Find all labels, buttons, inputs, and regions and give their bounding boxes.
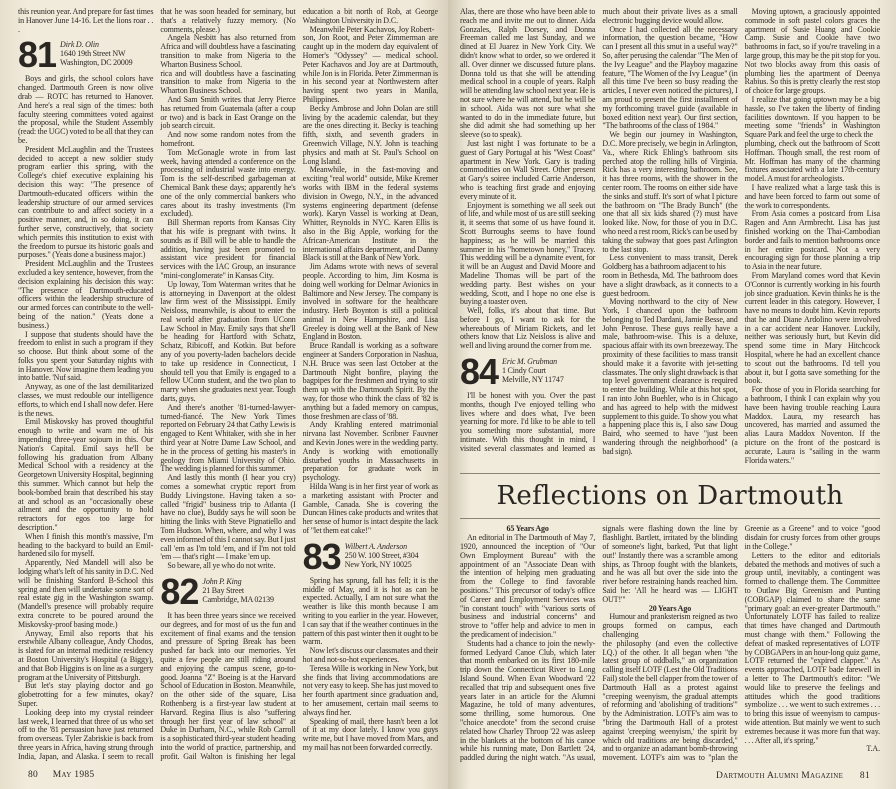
paragraph: Well, folks, it's about that time. But before I go, I want to ask for the whereabouts of Miriam Rickets, and let others know that Liz Neisloss is alive and well and living around the corner from me. [460, 306, 596, 351]
magazine-name: Dartmouth Alumni Magazine [716, 770, 844, 781]
paragraph: Tom McGonagle wrote in from last week, having attended a conference on the processing of industrial waste into energy. Tom is the self-described garbageman at Chemical Bank these days; apparently he's one of the only commercial bankers who cares about its trashy investments (I'm excluded). [160, 147, 296, 219]
class-header [302, 535, 438, 577]
address-line: Cambridge, MA 02139 [202, 595, 274, 604]
paragraph: An editorial in The Dartmouth of May 7, 1920, announced the inception of "Our Own Employment Bureau" with the appointment of an "Associate Dean with the intention of helping men graduating from the College to find favorable positions." This precursor of today's office of Career and Employment Services was "in constant touch" with "various sorts of business and industrial concerns" and strove to "offer help and advice to men in the predicament of indecision." [460, 533, 596, 639]
paragraph: Letters to the editor and editorials debated the methods and motives of such a group until, inevitably, a contingent was formed to challenge them. The Committee to Outlaw Big Greenism and Punting (COBGAP) claimed to share the same "primary goal: an ever-greater Dartmouth." Unfortunately LOTF has failed to realize that times have changed and Dartmouth must change with them." Following the defeat of masked representatives of LOTF by COBGAPers in an hour-long quiz game, LOTF returned the "expired clapper." As events approached, LOTF bade farewell in a letter to The Dartmouth's editor: "We would like to preserve the feelings and attitudes which the good traditions symbolize . . . we went to such extremes . . . to bring this issue of weenyism to campus-wide attention. But mainly we went to such extremes because it was more fun that way. . . . After all, it's spring." [744, 550, 880, 745]
class-header [160, 571, 295, 612]
paragraph: Alas, there are those who have been able to reach me and invite me out to dinner. Aida Gonzales, Ralph Dorsey, and Donna Freeman called me last Sunday, and we dined at El Juarez in New York City. We didn't know what to order, so we ordered it all. Over dinner we discussed future plans. Donna told us that she will be attending medical school in a couple of years. Ralph will be attending law school next year. He is not sure where he will attend, but he will be in school. Aida was not sure what she wanted to do in the immediate future, but she did admit she had something up her sleeve (so to speak). [460, 7, 596, 140]
page-number: 81 [859, 770, 870, 781]
class-year-number: 82 [160, 571, 199, 612]
paragraph: Anyway, Emil also reports that his erstwhile Albany colleague, Andy Chodos, is slated for an internal medicine residency at Boston University's Hospital (a Biggy), and that Bob Higgins is on line as a surgery program at the University of Pittsburgh. [18, 628, 154, 682]
paragraph: Humour and pranksterism reigned as two groups formed on campus, each challenging [602, 612, 738, 639]
class-year-number: 84 [460, 351, 499, 393]
paragraph: Moving uptown, a graciously appointed commode in soft pastel colors graces the apartment of Susie Huang and Cookie Camp. Susie and Cookie have two bathrooms in fact, so if you're traveling in a large group, this may be the pit stop for you. Not two blocks away from this oasis of plumbing lies the apartment of Deenya Rabius. So this is pretty clearly the rest stop of choice for large groups. [744, 7, 880, 96]
address-line: Melville, NY 11747 [502, 375, 564, 385]
paragraph: this reunion year. And prepare for fast times in Hanover June 14-16. Let the lions roar . . . [18, 7, 154, 34]
class-header [460, 351, 595, 393]
paragraph: Emil Miskovsky has proved thoughtful enough to write and warn me of his impending three-year sojourn in this. Our Nation's Capital. Emil says he'll be following his graduation from Albany Medical School with a residency at the Georgetown University Hospital, beginning this summer. Which cannot but help the book-bombed brain that described his stay at and school as an "occasionally obese ailment and the opportunity to hold retractors for egos too large for description." [18, 417, 154, 533]
paragraph: So beware, all ye who do not write. [167, 561, 276, 571]
paragraph: Hilda Wang is in her first year of work as a marketing assistant with Procter and Gamble, Canada. She is covering the Duncan Hines cake products and writes that her sense of humor is intact despite the lack of "let them eat cake!" [302, 482, 438, 536]
section-subheading: 20 Years Ago [648, 603, 692, 613]
secretary-name: John P. King [202, 577, 242, 586]
paragraph: For those of you in Florida searching for a bathroom, I think I can explain why you have been having trouble reaching Laura Maddox. Laura, my research has uncovered, has married and assumed the alias Laura Maddox Noventon. If the picture on the front of the postcard is accurate, Laura is "sailing in the warm Florida waters." [744, 385, 880, 465]
page-number: 80 [28, 769, 39, 780]
class-header [18, 34, 153, 76]
paragraph: When I finish this month's massive, I'm heading to the backyard to build an Emil-hardened silo for myself. [18, 531, 154, 559]
right-column-3 [745, 140, 880, 465]
paragraph: the philosophy (and even the collective I.Q.) of the other. It all began when "the latest group of oddballs," an organization calling itself LOTF (Lest the Old Traditions Fail) stole the bell clapper from the tower of Dartmouth Hall as a protest against "creeping weenyism, the gradual attempts of reforming and 'abolishing of traditions'" by the Administration. LOTF's aim was to "bring the Dartmouth Hall of a protest against 'creeping weenyism,' the spirit by which old traditions are being discarded," and to organize an adamant bomb-throwing movement. LOTF's aim was to "plan the Greenie as a Greene" and to voice "good disdain for crusty forces from other groups in the College." [602, 524, 880, 763]
paragraph: From Asia comes a postcard from Lisa Ragen and Ann Armbrecht. Lisa has just finished working on the Thai-Cambodian border and fails to mention bathrooms once in her entire postcard. Not a very encouraging sign for those planning a trip to Asia in the near future. [744, 209, 880, 272]
paragraph: Boys and girls, the school colors have changed. Dartmouth Green is now olive drab — ROTC has returned to Hanover. And here's a real sign of the times: both faculty steering committees voted against the proposal, while the Student Assembly (read: the UGC) voted to be all that they can be. [18, 74, 154, 145]
paragraph: I have realized what a large task this is and have been forced to farm out some of the work to correspondents. [744, 182, 880, 210]
paragraph: Andy Krahling entered matrimonial nirvana last November. Scribner Fauvner and Kevin Jones were in the wedding party. Andy is working with emotionally disturbed youths in Massachusetts in preparation for graduate work in psychology. [302, 420, 438, 483]
feature-title: Reflections on Dartmouth [496, 481, 844, 512]
paragraph: Spring has sprung, fall has fell; it is the middle of May, and it is hot as can be expected. Actually, I am not sure what the weather is like this month because I am writing to you earlier in the year. However, I can say that if the weather continues in the pattern of this past winter then it ought to be warm. [302, 575, 438, 647]
paragraph: Jim Adams wrote with news of several people. According to him, Jim Kosma is doing well working for Delmar Avionics in Baltimore and New Jersey. The company is involved in software for the healthcare industry. Herb Boynton is still a political animal in New Hampshire, and Lisa Greeley is doing well at the Bank of New England in Boston. [302, 262, 438, 342]
class-year-number: 83 [302, 535, 341, 577]
address-line: 1640 19th Street NW [60, 49, 126, 59]
paragraph: I realize that going uptown may be a big hassle, so I've taken the liberty of finding facilities downtown. If you happen to be meeting some "friends" in Washington Square Park and feel the urge to check the [744, 94, 880, 140]
address-line: New York, NY 10025 [344, 559, 412, 569]
address-line: 250 W. 100 Street, #304 [344, 550, 419, 560]
paragraph: And Sam Smith writes that Jerry Pierce has returned from Guatemala (after a coup or two) and is back in East Orange on the job search circuit. [160, 94, 296, 131]
address-line: 21 Bay Street [202, 586, 245, 595]
paragraph: Students had a chance to join the newly-formed Ledyard Canoe Club, which later that month embarked on its first 180-mile trip down the Connecticut River to Long Island Sound. When Evan Woodward '22 recalled that trip and subsequent ones five years later in an article for the Alumni Magazine, he told of many adventures, some thrilling, some humorous. One "choice anecdote" from the second cruise related how Charley Throop '22 was asleep in the blankets at the bottom of his canoe while his running mate, Don Bartlett '24, paddled during the night watch. "As usual, signals were flashing down the line by flashlight. Bartlett, irritated by the blinding of someone's light, barked, 'Put that light out!' Instantly there was a scramble among ships, as Throop fought with the blankets, and he was all but over the side into the river before restraining hands reached him. Said he: 'All he heard was — LIGHT OUT!'" [460, 524, 738, 763]
paragraph: President McLaughlin and the Trustees decided to accept a new soldier study program earlier this spring, with the College's chief executive explaining his decision this way: "The presence of Dartmouth-educated officers within the leadership structure of our armed services can contribute to and affect society in a positive manner, and, in so doing, it can further serve, constructively, that society which permits this institution to exist with the freedom to pursue its historic goals and purposes." (Yeats done a business major.) [18, 144, 154, 260]
paragraph: Once I had collected all the necessary information, the question became, "How can I present all this smut in a useful way?" So, after perusing the calendar "The Men of the Ivy League" and the Playboy magazine feature, "The Women of the Ivy League" (in all this time I've been so busy reading the articles, I never even noticed the pictures), I am proud to present the first installment of my forthcoming travel guide (available in boxed edition next year). Our first section, "The bathrooms of the class of 1984." [602, 24, 738, 131]
paragraph: We begin our journey in Washington, D.C. More precisely, we begin in Arlington, Va., where Rick Ehling's bathroom sits perched atop the rolling hills of Virginia. Rick has a very interesting bathroom. See, it has three rooms, with the shower in the center room. The rooms on either side have the sinks and stuff. It's sort of what I picture the bathroom on "The Brady Bunch" (the one that all six kids shared (?) must have looked like. Now, for those of you in D.C. who need a rest room, Rick's can be used by taking the subway that goes past Arlington to the last stop. [602, 130, 738, 254]
paragraph: plumbing, check out the bathroom of Scott Hoffman. Though small, the rest room of Mr. Hoffman has many of the charming fixtures associated with a late 17th-century model. A must for archeologists. [744, 138, 880, 184]
paragraph: son, Jon Root, and Peter Zimmerman are caught up in the modern day equivalent of Homer's "Odyssey" — medical school. Peter Kachavos and Joy are at Dartmouth, while Jon is in Florida. Peter Zimmerman is in his second year at Northwestern after having spent two years in Manila, Philippines. [302, 33, 438, 104]
left-column-3 [303, 34, 438, 752]
issue-date: May 1985 [52, 769, 95, 780]
paragraph: Now let's discuss our classmates and their hot and not-so-hot experiences. [302, 646, 438, 664]
paragraph: I suppose that students should have the freedom to enlist in such a program if they so choose. But think about some of the folks you spent your Saturday nights with in Hanover. Now imagine them leading you into battle. 'Nuf said. [18, 329, 154, 383]
paragraph: Angela Nesbitt has also returned from Africa and will doubtless have a fascinating transition to make from Nigeria to the Wharton Business School. [160, 33, 296, 69]
paragraph: Speaking of mail, there hasn't been a lot of it at my door lately. I know you guys write me, but I have moved from Mars, and my mail has not been forwarded correctly. [302, 716, 438, 752]
paragraph: Moving northward to the city of New York, I chanced upon the bathroom belonging to Ted Dardani, Jamie Besse, and John Penrose. These guys really have a male, bathroom-wise. This is a deluxe, spacious affair with its own breezeway. The proximity of these facilities to mass transit should make it a favorite with jet-setting classmates. The only slight drawback is that top level government clearance is required to enter the building. While at this hot spot, I ran into John Buehler, who is in Chicago and has agreed to help with the midwest supplement to this guide. To show you what a happening place this is, I also saw Doug Baird, who seemed to have "just been wandering through the neighborhood" (a bad sign). [602, 297, 738, 456]
right-page-columns [460, 8, 880, 465]
paragraph: Bruce Randall is working as a software engineer at Sanders Corporation in Nashua, N.H. Bruce was seen last October at the Dartmouth Night bonfire, playing the bagpipes for the freshmen and trying to stir them up with the Dartmouth Spirit. By the way, for those who think the class of '82 is anything but a faded memory on campus, those freshmen are class of '88. [302, 341, 438, 421]
paragraph: President McLaughlin and the Trustees excluded a key sentence, however, from the decision explaining his decision this way: "The presence of Dartmouth-educated officers within the leadership structure of our armed forces can contribute to the well-being of the nation." (Yeats done a business.) [18, 259, 154, 330]
reflections-columns [460, 525, 880, 763]
address-line: 1 Cindy Court [502, 366, 546, 376]
author-initials: T.A. [866, 744, 880, 754]
paragraph: Apparently, Ned Mandell will also be lodging what's left of his sanity in D.C. Ned will be finishing Stanford B-School this spring and then will undertake some sort of real estate gig in the Washington swamp. (Mandell's presence will probably require extra concrete to be poured around the Miskovsky-proof basing mode.) [18, 558, 154, 629]
class-year-number: 81 [18, 34, 57, 76]
secretary-name: Dirk D. Olin [60, 40, 99, 50]
paragraph: Looking deep into my crystal reindeer last week, I learned that three of us who set off to the '81 persuasion have just returned from overseas. Tyler Zabriskie is back from three years in Africa, having strung through India, Japan, and Alaska. I seem to recall that he was soon headed for seminary, but that's a relatively fuzzy memory. (No comments, please.) [18, 7, 296, 761]
paragraph: I'll be honest with you. Over the past months, though I've enjoyed telling who lives where and does what, I've been yearning for more. I'd like to be able to tell you something more substantial, more intimate. With this thought in mind, I visited several classmates and learned as much about their private lives as a small electronic bugging device would allow. [460, 7, 738, 453]
right-footer [460, 771, 880, 781]
class-secretary-address [60, 39, 133, 67]
paragraph: Meanwhile, in the fast-moving and exciting "real world" outside, Mike Kremer works with IBM in the federal systems division in Owego, N.Y., in the advanced systems engineering department (defense work). Karyn Vassel is working at Dean, Whitter, Reynolds in NYC. Karen Ellis is also in the Big Apple, working for the African-American Institute in the international affairs department, and Danny Black is still at the Bank of New York. [302, 165, 438, 263]
paragraph: Meanwhile Peter Kachavos, Joy Robert- [309, 24, 435, 34]
section-subheading: 65 Years Ago [506, 524, 549, 534]
paragraph: It has been three years since we received our degrees, and for most of us the fun and excitement of final exams and the tension and pressure of Spring Break has been pushed far back into our memories. Yet quite a few people are still riding around and enjoying the campus scene, go-to-good. Joanna "Z" Boeing is at the Harvard School of Education in Boston. Meanwhile, on the other side of the square, Lisa Rothenberg is a first-year law student at Harvard. Regina Ilius is also "suffering through her first year of law school" at Duke in Durham, N.C., while Rob Carroll is a sophisticated third-year student heading into the world of practice, partnership, and profit. Gail Walton is finishing her legal education a bit north of Rob, at George Washington University in D.C. [160, 7, 438, 761]
paragraph: rica and will doubtless have a fascinating transition to make from Nigeria to the Wharton Business School. [160, 68, 296, 96]
paragraph: Just last night I was fortunate to be a guest of Gary Portugal at his "West Coast" apartment in New York. Gary is trading commodities on Wall Street. Other present at Gary's soiree included Carrie Anderson, who is teaching first grade and enjoying every minute of it. [460, 138, 596, 201]
paragraph: Less convenient to mass transit, Derek Goldberg has a bathroom adjacent to his [602, 253, 738, 272]
paragraph: room in Bethesda, Md. The bathroom does have a slight drawback, as it connects to a guest bedroom. [602, 270, 738, 298]
paragraph: And now some random notes from the homefront. [160, 130, 296, 148]
paragraph: Teresa Wille is working in New York, but she finds that living accommodations are not very easy to keep. She has just moved to her fourth apartment since graduation and, to her amusement, certain mail seems to always find her. [302, 663, 438, 717]
address-line: Washington, DC 20009 [60, 58, 133, 68]
paragraph: Anyway, as one of the last demilitarized classes, we must redouble our intelligence efforts, to which end I shall now defer. Here is the news. [18, 382, 154, 418]
paragraph: And there's another '81-turned-lawyer-turned-fiancé. The New York Times reported on February 24 that Cathy Lewis is engaged to Kent Whitaker, with she in her third year at Notre Dame Law School, and he in the process of getting his master's in geology from Miami University of Ohio. The wedding is planned for this summer. [160, 402, 296, 474]
paragraph: Bill Sherman reports from Kansas City that his wife is pregnant with twins. It sounds as if Bill will be able to handle the addition, having just been promoted to assistant vice president for financial services with the IAC Group, an insurance "mini-conglomerate" in Kansas City. [160, 218, 296, 280]
right-page [448, 0, 896, 789]
paragraph: Up loway, Tom Waterman writes that he is attorneying in Davenport at the oldest law firm west of the Mississippi. Emily Neisloss, meanwhile, is about to enter the real world after graduation from UConn Law School in May. Emily says that she'll be heading for Hartford with Schatz, Schatz, Ribicoff, and Kotkin. But before any of you poverty-laden bachelors decide to take up residence in Connecticut, I should tell you that Emily is engaged to a fellow UConn student, and the two plan to marry when she graduates next year. Tough darts, guys. [160, 279, 296, 404]
paragraph: Becky Ambrose and John Dolan are still living by the academic calendar, but they are the ones directing it. Becky is teaching fifth, sixth, and seventh graders in Greenwich Village, N.Y. John is teaching physics and math at St. Paul's School on Long Island. [302, 103, 438, 166]
paragraph: From Maryland comes word that Kevin O'Connor is currently working in his fourth job since graduation. Kevin thinks he is the current leader in this category. However, I have no means to doubt him. Kevin reports that he and Diane Ardolino were involved in a car accident near Hanover. Luckily, neither was seriously hurt, but Kevin did spend some time in Mary Hitchcock Hospital, where he had an excellent chance to scout out the bathrooms. I'd tell you about it, but I gotta save something for the book. [744, 270, 880, 386]
paragraph: Enjoyment is something we all seek out of life, and while most of us are still seeking it, it seems that some of us have found it. Scott Burroughs seems to have found happiness; as he will be married this summer in his "hometown honey," Tracey. This wedding will be a dynamite event, for it will be an August and David Moore and Madeline Thomas will be part of the wedding party. Best wishes on your wedding, Scott, and I hope no one else is buying a toaster oven. [460, 200, 596, 307]
paragraph: And lastly this month (I hear you cry) comes a somewhat cryptic report from Buddy Livingstone. Having taken a so-called "frigid" business trip to Atlanta (I have no clue), Buddy says he will soon be hitting the links with Steve Pignatiello and Tom Hudson. When, where, and why I was even informed of this I cannot say. But I just call 'em as I'm told 'em, and if I'm not told 'em — that's right — I make 'em up. [160, 473, 296, 562]
feature-title-block [460, 473, 880, 519]
left-footer [18, 770, 438, 780]
paragraph: But let's stay playing doctor and go globetrotting for a few minutes, okay? Super. [18, 681, 154, 708]
secretary-name: Eric M. Grubman [502, 357, 558, 367]
left-page-columns [18, 8, 438, 762]
class-secretary-address [345, 541, 419, 569]
class-secretary-address [502, 356, 564, 384]
secretary-name: Wilbert A. Anderson [344, 541, 408, 551]
